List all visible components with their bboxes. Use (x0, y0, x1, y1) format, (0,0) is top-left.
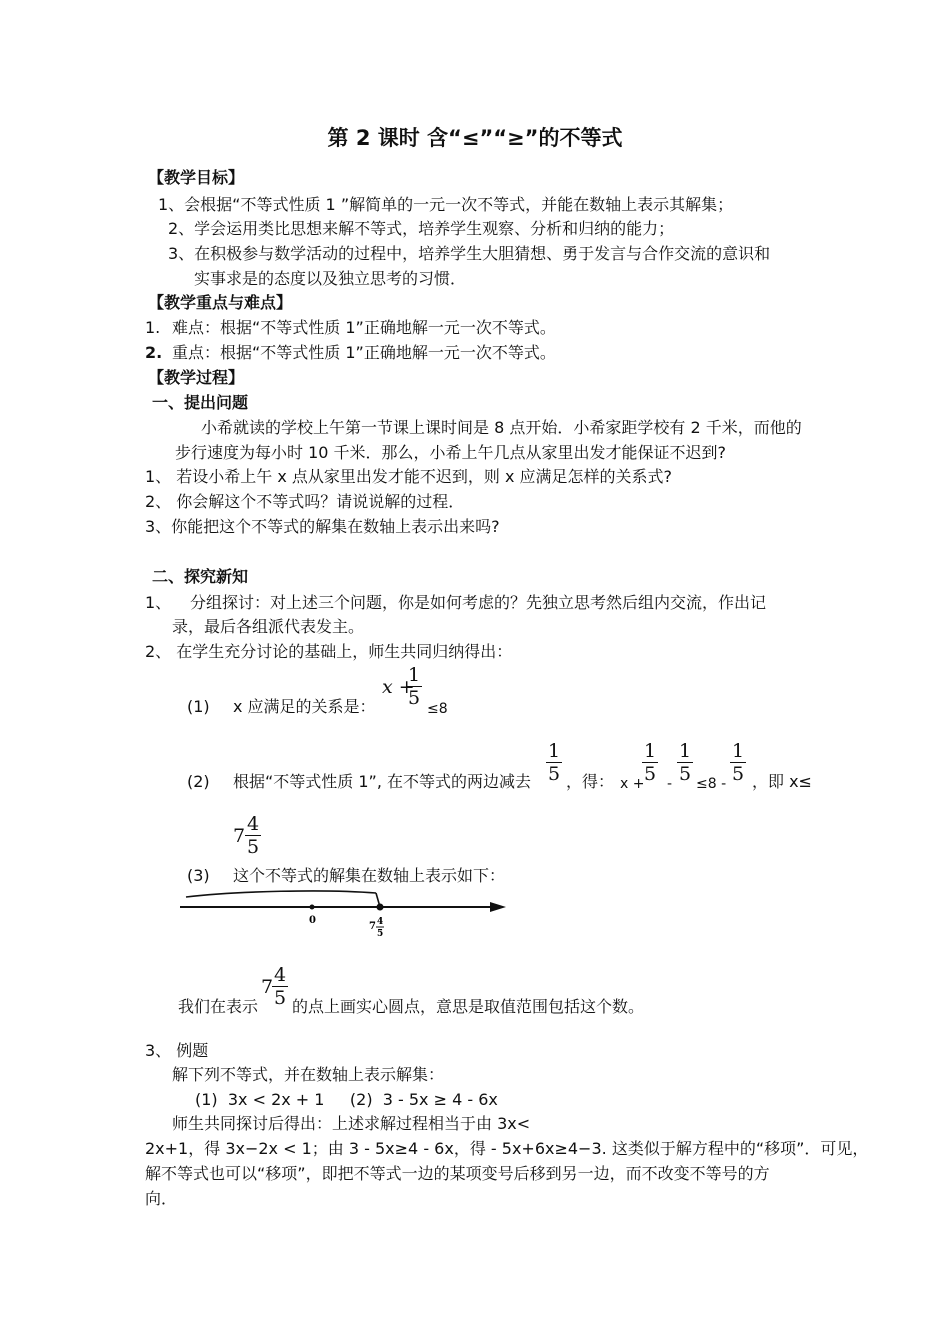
fraction-denominator: 5 (679, 763, 692, 785)
step3-label: (3) (187, 866, 210, 885)
axis-arrow-icon (490, 902, 506, 912)
key-point-num-1: 1. (145, 318, 161, 337)
step1-label: (1) (187, 697, 210, 716)
step2-fraction-d (730, 740, 746, 785)
step2-de: ，得： (566, 772, 615, 791)
step3-text: 这个不等式的解集在数轴上表示如下： (233, 866, 506, 885)
page-title: 第 2 课时 含“≤”“≥”的不等式 (327, 126, 623, 150)
step2-fraction-c (677, 740, 693, 785)
part3-disc-line3: 解不等式也可以“移项”，即把不等式一边的某项变号后移到另一边，而不改变不等号的方 (145, 1164, 770, 1183)
fraction-numerator: 4 (247, 813, 260, 835)
goal-item-2: 2、学会运用类比思想来解不等式，培养学生观察、分析和归纳的能力； (168, 219, 675, 238)
part3-intro: 解下列不等式，并在数轴上表示解集： (172, 1065, 445, 1084)
step2-fraction-b (642, 740, 658, 785)
step2-ji: ，即 x≤ (752, 772, 812, 791)
fraction-numerator: 4 (274, 964, 287, 986)
key-header: 【教学重点与难点】 (148, 293, 293, 312)
fraction-denominator: 5 (247, 836, 260, 858)
part3-disc-line4: 向． (145, 1189, 178, 1208)
fraction-numerator: 1 (644, 740, 657, 762)
axis-whole-label: 7 (369, 921, 376, 932)
key-point-num-2: 2. (145, 343, 163, 362)
part3-disc-line1: 师生共同探讨后得出：上述求解过程相当于由 3x< (172, 1114, 531, 1133)
part2-heading: 二、探究新知 (152, 567, 249, 586)
note-whole: 7 (261, 976, 274, 998)
step2-text: 根据“不等式性质 1”, 在不等式的两边减去 (233, 772, 532, 791)
note-fraction (272, 964, 288, 1009)
goals-header: 【教学目标】 (148, 168, 245, 187)
step2-le: ≤8 - (696, 776, 727, 792)
step2-result-fraction (245, 813, 261, 858)
solid-dot (377, 904, 384, 911)
note-post: 的点上画实心圆点，意思是取值范围包括这个数。 (292, 997, 645, 1016)
part1-question-1: 1、 若设小希上午 x 点从家里出发才能不迟到，则 x 应满足怎样的关系式? (145, 467, 673, 486)
zero-tick (310, 905, 315, 910)
part3-disc-line2: 2x+1，得 3x−2x < 1；由 3 - 5x≥4 - 6x，得 - 5x+6x≥4−3. 这类似于解方程中的“移项”．可见， (145, 1139, 869, 1158)
step1-expr: x + (382, 676, 415, 698)
fraction-numerator: 1 (548, 740, 561, 762)
step1-text: x 应满足的关系是： (233, 697, 376, 716)
fraction-numerator: 1 (732, 740, 745, 762)
part1-para-line1: 小希就读的学校上午第一节课上课时间是 8 点开始．小希家距学校有 2 千米，而他的 (201, 418, 802, 437)
part2-item1-line1: 分组探讨：对上述三个问题，你是如何考虑的？先独立思考然后组内交流，作出记 (190, 593, 767, 612)
number-line (176, 887, 512, 943)
key-point-1: 难点：根据“不等式性质 1”正确地解一元一次不等式。 (172, 318, 556, 337)
goal-item-3: 3、在积极参与数学活动的过程中，培养学生大胆猜想、勇于发言与合作交流的意识和 (168, 244, 771, 263)
process-header: 【教学过程】 (148, 368, 245, 387)
part1-question-2: 2、 你会解这个不等式吗？请说说解的过程． (145, 492, 465, 511)
fraction-denominator: 5 (732, 763, 745, 785)
axis-zero-label: 0 (309, 915, 316, 926)
fraction-denominator: 5 (408, 687, 421, 709)
part2-item1-num: 1、 (145, 593, 172, 612)
note-pre: 我们在表示 (178, 997, 259, 1016)
fraction-denominator: 5 (644, 763, 657, 785)
goal-item-1: 1、会根据“不等式性质 1 ”解简单的一元一次不等式，并能在数轴上表示其解集； (158, 195, 734, 214)
step2-x: x + (620, 776, 645, 792)
part1-question-3: 3、你能把这个不等式的解集在数轴上表示出来吗? (145, 517, 500, 536)
fraction-numerator: 1 (408, 664, 421, 686)
part3-heading: 3、 例题 (145, 1041, 209, 1060)
step1-tail: ≤8 (427, 701, 448, 717)
fraction-denominator: 5 (274, 987, 287, 1009)
fraction-denominator: 5 (548, 763, 561, 785)
part1-heading: 一、提出问题 (152, 393, 249, 412)
axis-frac-num: 4 (377, 917, 384, 927)
step2-minus: - (667, 776, 673, 792)
key-point-2: 重点：根据“不等式性质 1”正确地解一元一次不等式。 (172, 343, 556, 362)
step2-result-whole: 7 (233, 825, 246, 847)
solution-range-curve (186, 891, 376, 897)
part3-problems: (1) 3x < 2x + 1 (2) 3 - 5x ≥ 4 - 6x (195, 1090, 498, 1109)
step1-fraction (406, 664, 422, 709)
part1-para-line2: 步行速度为每小时 10 千米．那么，小希上午几点从家里出发才能保证不迟到? (175, 443, 727, 462)
step2-fraction-a (546, 740, 562, 785)
goal-item-3-cont: 实事求是的态度以及独立思考的习惯． (194, 269, 467, 288)
fraction-numerator: 1 (679, 740, 692, 762)
part2-item1-line2: 录，最后各组派代表发主。 (172, 617, 365, 636)
axis-frac-den: 5 (377, 929, 384, 939)
part2-item2: 2、 在学生充分讨论的基础上，师生共同归纳得出： (145, 642, 513, 661)
step2-label: (2) (187, 772, 210, 791)
